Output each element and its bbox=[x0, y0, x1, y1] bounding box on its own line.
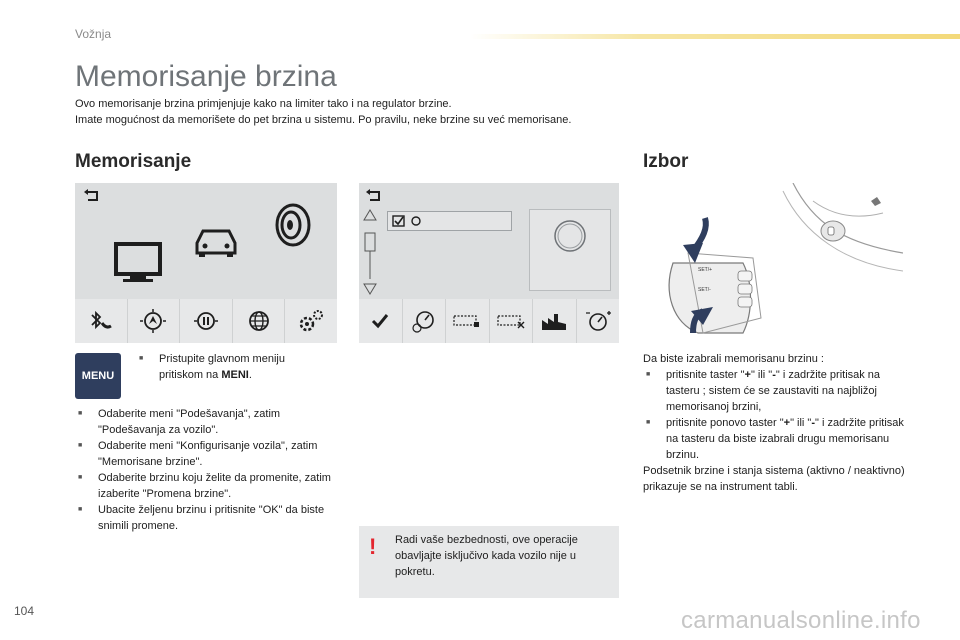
lever-label-plus: SET/+ bbox=[698, 267, 713, 273]
section-heading-izbor: Izbor bbox=[643, 151, 689, 172]
menu-step-item bbox=[136, 351, 326, 383]
arrow-up-icon bbox=[683, 243, 703, 263]
menu-step-keyword: MENI bbox=[221, 369, 249, 381]
menu-screen-toolbar bbox=[75, 299, 337, 343]
selection-step-text: pritisnite taster " bbox=[666, 369, 745, 381]
intro-line: Ovo memorisanje brzina primjenjuje kako na limiter tako i na regulator brzine. bbox=[75, 98, 452, 110]
selection-intro: Da biste izabrali memorisanu brzinu : bbox=[643, 353, 824, 365]
check-icon bbox=[370, 312, 390, 330]
plus-key: + bbox=[783, 417, 791, 429]
selection-outro: Podsetnik brzine i stanja sistema (aktivno / neaktivno) prikazuje se na instrument tabli. bbox=[643, 465, 905, 493]
step-item: ■ Ubacite željenu brzinu i pritisnite "OK" da biste snimili promene. bbox=[75, 502, 335, 534]
speed-limit-icon bbox=[411, 308, 437, 334]
scroll-bar[interactable] bbox=[363, 209, 377, 295]
selection-step-text: " i zadržite pritisak na tasteru ; sistem će se zaustaviti na najbližoj memorisanoj brzini, bbox=[666, 369, 881, 413]
selection-instructions bbox=[643, 351, 908, 495]
toolbar-cell[interactable] bbox=[532, 299, 576, 343]
watermark: carmanualsonline.info bbox=[681, 607, 921, 634]
menu-step bbox=[136, 351, 326, 383]
section-heading-memorisanje: Memorisanje bbox=[75, 151, 192, 172]
media-icon bbox=[191, 308, 221, 334]
toolbar-cell[interactable] bbox=[284, 299, 337, 343]
toolbar-cell[interactable] bbox=[445, 299, 489, 343]
speed-screen-top bbox=[359, 183, 619, 296]
selection-step-text: " ili " bbox=[790, 417, 812, 429]
step-item: ■ Odaberite meni "Konfigurisanje vozila", zatim "Memorisane brzine". bbox=[75, 438, 335, 470]
speaker-icon[interactable] bbox=[273, 201, 313, 249]
globe-icon bbox=[246, 308, 272, 334]
safety-warning bbox=[359, 526, 619, 598]
speed-delete-icon bbox=[496, 312, 526, 330]
toolbar-cell[interactable] bbox=[576, 299, 620, 343]
car-icon[interactable] bbox=[191, 223, 241, 259]
header-divider bbox=[470, 34, 960, 39]
back-arrow-icon[interactable] bbox=[365, 189, 383, 205]
brand-logo bbox=[871, 197, 881, 206]
back-arrow-icon[interactable] bbox=[83, 189, 101, 205]
bluetooth-phone-icon bbox=[88, 309, 114, 333]
minus-key: - bbox=[772, 369, 776, 381]
page-title: Memorisanje brzina bbox=[75, 60, 337, 93]
toolbar-cell[interactable] bbox=[179, 299, 232, 343]
toolbar-cell[interactable] bbox=[127, 299, 180, 343]
toolbar-cell[interactable] bbox=[75, 299, 127, 343]
checkbox-icon bbox=[392, 214, 432, 228]
speed-add-icon bbox=[452, 312, 482, 330]
toolbar-cell[interactable] bbox=[232, 299, 285, 343]
round-button-area bbox=[529, 209, 611, 291]
menu-key-icon: MENU bbox=[75, 353, 121, 399]
plus-key: + bbox=[744, 369, 751, 381]
monitor-icon[interactable] bbox=[113, 241, 165, 285]
selection-step-text: pritisnite ponovo taster " bbox=[666, 417, 784, 429]
memorisation-steps bbox=[75, 406, 335, 534]
section-label: Vožnja bbox=[75, 27, 112, 41]
page-number: 104 bbox=[14, 604, 35, 618]
selection-step-text: " i zadržite pritisak na tasteru da biste izabrali drugu memorisanu brzinu. bbox=[666, 417, 904, 461]
steering-lever-illustration bbox=[643, 183, 903, 348]
warning-text: Radi vaše bezbednosti, ove operacije obavljajte isključivo kada vozilo nije u pokretu. bbox=[395, 534, 578, 578]
toolbar-cell[interactable] bbox=[402, 299, 446, 343]
toolbar-cell[interactable] bbox=[489, 299, 533, 343]
selection-step bbox=[643, 415, 908, 463]
warning-icon: ! bbox=[369, 534, 377, 559]
intro-text bbox=[75, 96, 775, 128]
speed-screen-panel bbox=[359, 183, 619, 343]
lever-label-minus: SET/- bbox=[698, 287, 711, 293]
speed-list-item[interactable] bbox=[387, 211, 512, 231]
selection-step-text: " ili " bbox=[750, 369, 773, 381]
settings-gears-icon bbox=[296, 307, 326, 335]
menu-step-suffix: . bbox=[248, 369, 252, 381]
intro-line: Imate mogućnost da memorišete do pet brzina u sistemu. Po pravilu, neke brzine su već memorisane. bbox=[75, 114, 572, 126]
navigation-icon bbox=[138, 308, 168, 334]
speed-screen-toolbar bbox=[359, 299, 619, 343]
step-item: ■ Odaberite meni "Podešavanja", zatim "Podešavanja za vozilo". bbox=[75, 406, 335, 438]
step-item: ■ Odaberite brzinu koju želite da promenite, zatim izaberite "Promena brzine". bbox=[75, 470, 335, 502]
menu-step-text: Pristupite glavnom meniju pritiskom na bbox=[159, 353, 285, 381]
menu-screen-panel bbox=[75, 183, 337, 343]
selection-step bbox=[643, 367, 908, 415]
round-button-icon[interactable] bbox=[550, 216, 590, 256]
factory-reset-icon bbox=[539, 310, 569, 332]
minus-key: - bbox=[811, 417, 816, 429]
menu-screen-top bbox=[75, 183, 337, 296]
speed-adjust-icon bbox=[583, 308, 613, 334]
toolbar-cell[interactable] bbox=[359, 299, 402, 343]
